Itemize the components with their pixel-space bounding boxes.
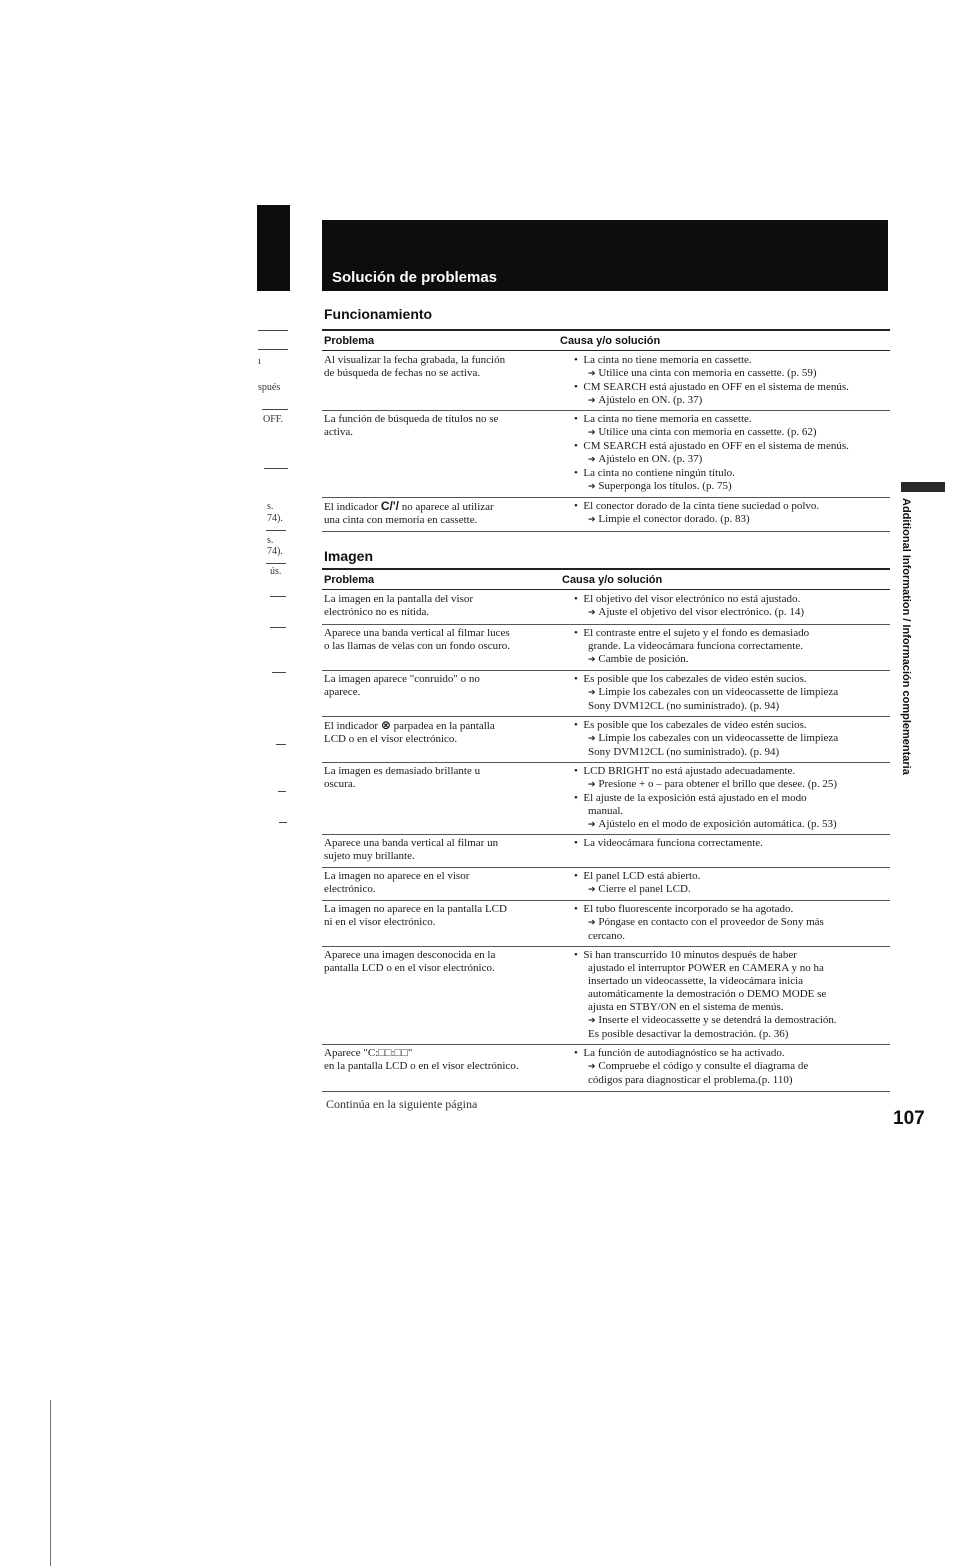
margin-rule — [270, 596, 286, 597]
cause-item: • La cinta no tiene memoria en cassette. — [574, 413, 890, 426]
cause-item: • La cinta no contiene ningún título. — [574, 467, 890, 480]
solution-cell — [574, 903, 890, 943]
margin-rule — [270, 627, 286, 628]
problem-cell — [324, 903, 549, 929]
margin-fragment: 74). — [267, 513, 283, 524]
remedy-item: ➔ Superponga los títulos. (p. 75) — [574, 480, 890, 494]
table-row — [322, 1044, 890, 1092]
cause-continuation: manual. — [588, 805, 624, 817]
warning-indicator-icon: ⊗ — [380, 718, 391, 732]
remedy-item: ➔ Inserte el videocassette y se detendrá la demostración. — [574, 1014, 890, 1028]
margin-rule — [272, 672, 286, 673]
problem-text: LCD o en el visor electrónico. — [324, 733, 458, 745]
troubleshooting-table-operation — [322, 352, 890, 532]
problem-text: La imagen no aparece en la pantalla LCD — [324, 903, 507, 915]
cause-item: • La videocámara funciona correctamente. — [574, 837, 890, 850]
remedy-continuation: Es posible desactivar la demostración. (p. 36) — [588, 1028, 789, 1040]
remedy-item: ➔ Ajústelo en ON. (p. 37) — [574, 394, 890, 408]
solution-cell — [574, 765, 890, 832]
cause-item: • El conector dorado de la cinta tiene suciedad o polvo. — [574, 500, 890, 513]
problem-text-line — [324, 719, 549, 733]
problem-cell — [324, 870, 549, 896]
problem-text: La imagen es demasiado brillante u — [324, 765, 481, 777]
remedy-item: ➔ Ajuste el objetivo del visor electrónico. (p. 14) — [574, 606, 890, 620]
chapter-tab-marker — [257, 205, 290, 291]
cause-item: • Es posible que los cabezales de video estén sucios. — [574, 719, 890, 732]
remedy-item: ➔ Limpie los cabezales con un videocassette de limpieza — [574, 686, 890, 700]
remedy-item: ➔ Utilice una cinta con memoria en cassette. (p. 59) — [574, 367, 890, 381]
solution-cell — [574, 354, 890, 408]
table-row — [322, 497, 890, 532]
cause-item: • El contraste entre el sujeto y el fondo es demasiado — [574, 627, 890, 640]
remedy-continuation: Sony DVM12CL (no suministrado). (p. 94) — [588, 700, 780, 712]
margin-rule — [258, 349, 288, 350]
margin-fragment: ı — [258, 356, 261, 367]
problem-text: aparece. — [324, 686, 361, 698]
margin-fragment: OFF. — [263, 414, 284, 425]
table-row — [322, 410, 890, 497]
solution-cell — [574, 949, 890, 1041]
margin-rule — [258, 330, 288, 331]
column-header-solution: Causa y/o solución — [562, 574, 663, 586]
problem-text: Aparece una imagen desconocida en la — [324, 949, 496, 961]
margin-rule — [278, 791, 286, 792]
cause-item: • El panel LCD está abierto. — [574, 870, 890, 883]
cause-item: • CM SEARCH está ajustado en OFF en el sistema de menús. — [574, 381, 890, 394]
remedy-item: ➔ Ajústelo en el modo de exposición automática. (p. 53) — [574, 818, 890, 832]
problem-text: oscura. — [324, 778, 356, 790]
remedy-item: ➔ Ajústelo en ON. (p. 37) — [574, 453, 890, 467]
problem-cell — [324, 765, 549, 791]
section-title-funcionamiento: Funcionamiento — [324, 306, 433, 322]
problem-text: El indicador — [324, 501, 379, 513]
cause-item: • LCD BRIGHT no está ajustado adecuadamente. — [574, 765, 890, 778]
margin-fragment: 74). — [267, 546, 283, 557]
problem-text: Aparece una banda vertical al filmar luces — [324, 627, 510, 639]
table-row — [322, 670, 890, 716]
problem-text: activa. — [324, 426, 354, 438]
problem-text: parpadea en la pantalla — [393, 720, 495, 732]
table-top-rule — [322, 329, 890, 331]
problem-cell — [324, 673, 549, 699]
solution-cell — [574, 837, 890, 850]
table-row — [322, 591, 890, 623]
cause-continuation: insertado un videocassette, la videocámara inicia — [588, 975, 804, 987]
problem-text: pantalla LCD o en el visor electrónico. — [324, 962, 495, 974]
problem-cell — [324, 354, 549, 380]
remedy-continuation: Sony DVM12CL (no suministrado). (p. 94) — [588, 746, 780, 758]
column-header-problem: Problema — [324, 335, 375, 347]
problem-cell — [324, 1047, 569, 1073]
problem-text: sujeto muy brillante. — [324, 850, 415, 862]
remedy-continuation: códigos para diagnosticar el problema.(p. 110) — [588, 1074, 793, 1086]
problem-cell — [324, 627, 549, 653]
problem-cell — [324, 413, 549, 439]
table-row — [322, 946, 890, 1044]
problem-text-line — [324, 500, 549, 514]
table-top-rule — [322, 568, 890, 570]
problem-text: o las llamas de velas con un fondo oscuro. — [324, 640, 511, 652]
solution-cell — [574, 593, 890, 620]
problem-cell — [324, 593, 549, 619]
continued-note: Continúa en la siguiente página — [326, 1097, 478, 1111]
remedy-item: ➔ Presione + o – para obtener el brillo que desee. (p. 25) — [574, 778, 890, 792]
cause-item: • Es posible que los cabezales de video estén sucios. — [574, 673, 890, 686]
problem-text: La imagen en la pantalla del visor — [324, 593, 474, 605]
margin-fragment: ús. — [270, 566, 282, 577]
remedy-item: ➔ Póngase en contacto con el proveedor de Sony más — [574, 916, 890, 930]
cause-item: • El ajuste de la exposición está ajustado en el modo — [574, 792, 890, 805]
page-title: Solución de problemas — [332, 269, 498, 286]
page-edge-line — [50, 1400, 51, 1566]
problem-text: electrónico no es nítida. — [324, 606, 430, 618]
solution-cell — [574, 870, 890, 897]
remedy-item: ➔ Utilice una cinta con memoria en cassette. (p. 62) — [574, 426, 890, 440]
table-row — [322, 900, 890, 946]
cause-item: • CM SEARCH está ajustado en OFF en el sistema de menús. — [574, 440, 890, 453]
table-row — [322, 867, 890, 900]
problem-text: Aparece una banda vertical al filmar un — [324, 837, 499, 849]
margin-rule — [264, 468, 288, 469]
problem-cell — [324, 949, 549, 975]
remedy-item: ➔ Compruebe el código y consulte el diagrama de — [574, 1060, 890, 1074]
problem-text: no aparece al utilizar — [401, 501, 494, 513]
column-header-problem: Problema — [324, 574, 375, 586]
solution-cell — [574, 719, 890, 759]
margin-rule — [276, 744, 286, 745]
remedy-item: ➔ Cierre el panel LCD. — [574, 883, 890, 897]
chapter-side-label: Additional Information / Información complementaria — [900, 498, 912, 775]
margin-fragment: s. — [267, 501, 274, 512]
remedy-continuation: cercano. — [588, 930, 625, 942]
problem-cell — [324, 719, 549, 746]
remedy-item: ➔ Limpie los cabezales con un videocassette de limpieza — [574, 732, 890, 746]
solution-cell — [574, 413, 890, 494]
remedy-item: ➔ Limpie el conector dorado. (p. 83) — [574, 513, 890, 527]
chapter-edge-mark — [901, 482, 945, 492]
problem-text: La función de búsqueda de títulos no se — [324, 413, 499, 425]
table-header-rule — [322, 350, 890, 351]
table-row — [322, 834, 890, 867]
cassette-memory-indicator-icon: C/'/ — [380, 499, 400, 513]
solution-cell — [574, 673, 890, 713]
table-row — [322, 716, 890, 762]
cause-item: • El tubo fluorescente incorporado se ha agotado. — [574, 903, 890, 916]
troubleshooting-table-image — [322, 591, 890, 1096]
problem-text: electrónico. — [324, 883, 376, 895]
page-number: 107 — [893, 1108, 925, 1129]
section-title-imagen: Imagen — [324, 548, 374, 564]
margin-rule — [266, 530, 286, 531]
cause-item: • La cinta no tiene memoria en cassette. — [574, 354, 890, 367]
cause-item: • Si han transcurrido 10 minutos después de haber — [574, 949, 890, 962]
problem-text: Aparece "C:□□:□□" — [324, 1047, 413, 1059]
problem-text: Al visualizar la fecha grabada, la función — [324, 354, 506, 366]
margin-rule — [266, 563, 286, 564]
problem-text: de búsqueda de fechas no se activa. — [324, 367, 481, 379]
problem-text: en la pantalla LCD o en el visor electrónico. — [324, 1060, 519, 1072]
margin-fragment: spués — [258, 382, 281, 393]
table-row — [322, 624, 890, 670]
cause-item: • El objetivo del visor electrónico no está ajustado. — [574, 593, 890, 606]
cause-continuation: ajusta en STBY/ON en el sistema de menús. — [588, 1001, 784, 1013]
section-header-bar — [322, 220, 888, 291]
remedy-item: ➔ Cambie de posición. — [574, 653, 890, 667]
problem-text: La imagen no aparece en el visor — [324, 870, 470, 882]
problem-text: La imagen aparece "conruido" o no — [324, 673, 480, 685]
solution-cell — [574, 1047, 890, 1087]
problem-text: una cinta con memoria en cassette. — [324, 514, 478, 526]
margin-rule — [262, 409, 288, 410]
problem-text: ni en el visor electrónico. — [324, 916, 436, 928]
cause-continuation: grande. La videocámara funciona correctamente. — [588, 640, 803, 652]
cause-continuation: ajustado el interruptor POWER en CAMERA y no ha — [588, 962, 824, 974]
solution-cell — [574, 500, 890, 527]
table-header-rule — [322, 589, 890, 590]
problem-text: El indicador — [324, 720, 379, 732]
solution-cell — [574, 627, 890, 667]
problem-cell — [324, 500, 549, 527]
cause-continuation: automáticamente la demostración o DEMO MODE se — [588, 988, 827, 1000]
margin-fragment: s. — [267, 535, 274, 546]
column-header-solution: Causa y/o solución — [560, 335, 661, 347]
margin-rule — [279, 822, 287, 823]
problem-cell — [324, 837, 549, 863]
table-row — [322, 762, 890, 834]
cause-item: • La función de autodiagnóstico se ha activado. — [574, 1047, 890, 1060]
table-row — [322, 352, 890, 409]
